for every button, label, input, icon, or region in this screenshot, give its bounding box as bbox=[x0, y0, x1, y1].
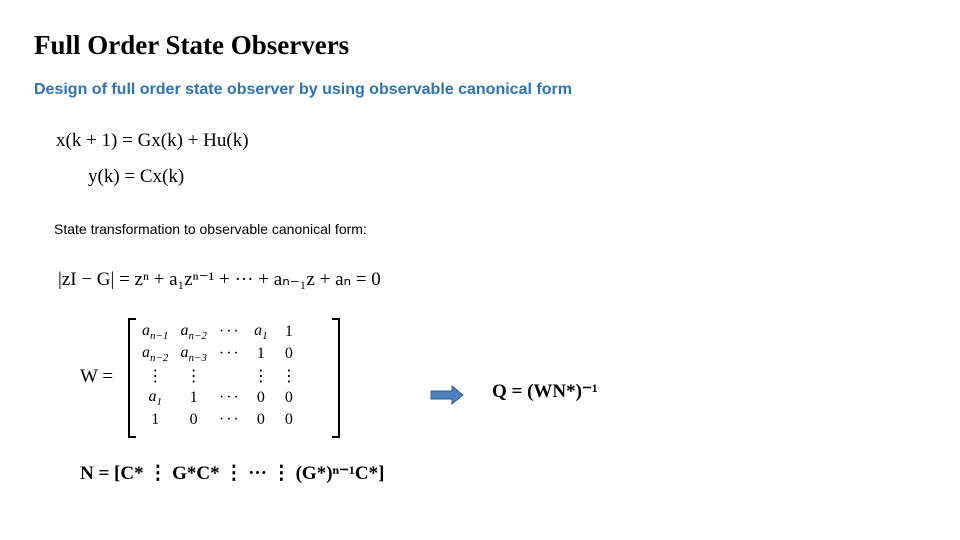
matrix-w-cell: ··· bbox=[218, 389, 241, 406]
matrix-w-cell: 0 bbox=[284, 411, 293, 428]
transform-label: State transformation to observable canonical form: bbox=[54, 221, 367, 237]
matrix-w-cell: $a_{n-2}$ bbox=[142, 343, 169, 365]
matrix-w-cell: ··· bbox=[218, 411, 241, 428]
matrix-w-table bbox=[136, 321, 303, 431]
matrix-w-cell: ⋮ bbox=[147, 368, 164, 385]
n-equation bbox=[80, 462, 384, 485]
matrix-w-cell: ⋮ bbox=[252, 368, 269, 385]
characteristic-polynomial bbox=[58, 268, 381, 291]
matrix-w-row bbox=[136, 343, 303, 365]
matrix-w-cell: 0 bbox=[256, 389, 265, 406]
slide-title: Full Order State Observers bbox=[34, 30, 350, 60]
matrix-w-row bbox=[136, 321, 303, 343]
matrix-w-row bbox=[136, 409, 303, 431]
state-equation bbox=[56, 130, 249, 152]
matrix-w-cell: ··· bbox=[218, 345, 241, 362]
matrix-w-cell: ⋮ bbox=[185, 368, 202, 385]
q-equation-text: Q = (WN*)⁻¹ bbox=[492, 381, 598, 402]
matrix-w-cell: 1 bbox=[284, 323, 293, 340]
output-equation-text: y(k) = Cx(k) bbox=[88, 166, 185, 187]
char-poly-text: |zI − G| = zⁿ + a₁zⁿ⁻¹ + ··· + aₙ₋₁z + aₙ = 0 bbox=[58, 269, 381, 290]
matrix-w-cell: 1 bbox=[189, 389, 198, 406]
matrix-w-cell: $a_{n-3}$ bbox=[180, 343, 207, 365]
matrix-w-cell: $a_{n-1}$ bbox=[142, 321, 169, 343]
matrix-w-cell: 0 bbox=[189, 411, 198, 428]
matrix-w-cell: $a_1$ bbox=[148, 387, 162, 409]
matrix-w-row bbox=[136, 365, 303, 387]
matrix-w-cell: $a_{n-2}$ bbox=[180, 321, 207, 343]
right-arrow-icon bbox=[430, 385, 464, 405]
matrix-w-cell: 1 bbox=[151, 411, 160, 428]
n-equation-text: N = [C* ⋮ G*C* ⋮ ··· ⋮ (G*)ⁿ⁻¹C*] bbox=[80, 463, 385, 484]
matrix-w-cell: 0 bbox=[284, 345, 293, 362]
w-label: W = bbox=[80, 366, 114, 387]
q-equation bbox=[492, 380, 598, 403]
matrix-w-cell: 0 bbox=[256, 411, 265, 428]
matrix-w-cell: 0 bbox=[284, 389, 293, 406]
slide-subtitle: Design of full order state observer by using observable canonical form bbox=[34, 81, 572, 98]
matrix-w-row bbox=[136, 387, 303, 409]
matrix-w-cell: ··· bbox=[218, 323, 241, 340]
state-equation-text: x(k + 1) = Gx(k) + Hu(k) bbox=[56, 130, 249, 151]
matrix-w-cell: $a_1$ bbox=[254, 321, 268, 343]
output-equation bbox=[88, 166, 184, 188]
matrix-w-cell bbox=[213, 365, 247, 387]
matrix-w-cell: ⋮ bbox=[280, 368, 297, 385]
matrix-w bbox=[128, 318, 340, 438]
matrix-w-cell: 1 bbox=[256, 345, 265, 362]
